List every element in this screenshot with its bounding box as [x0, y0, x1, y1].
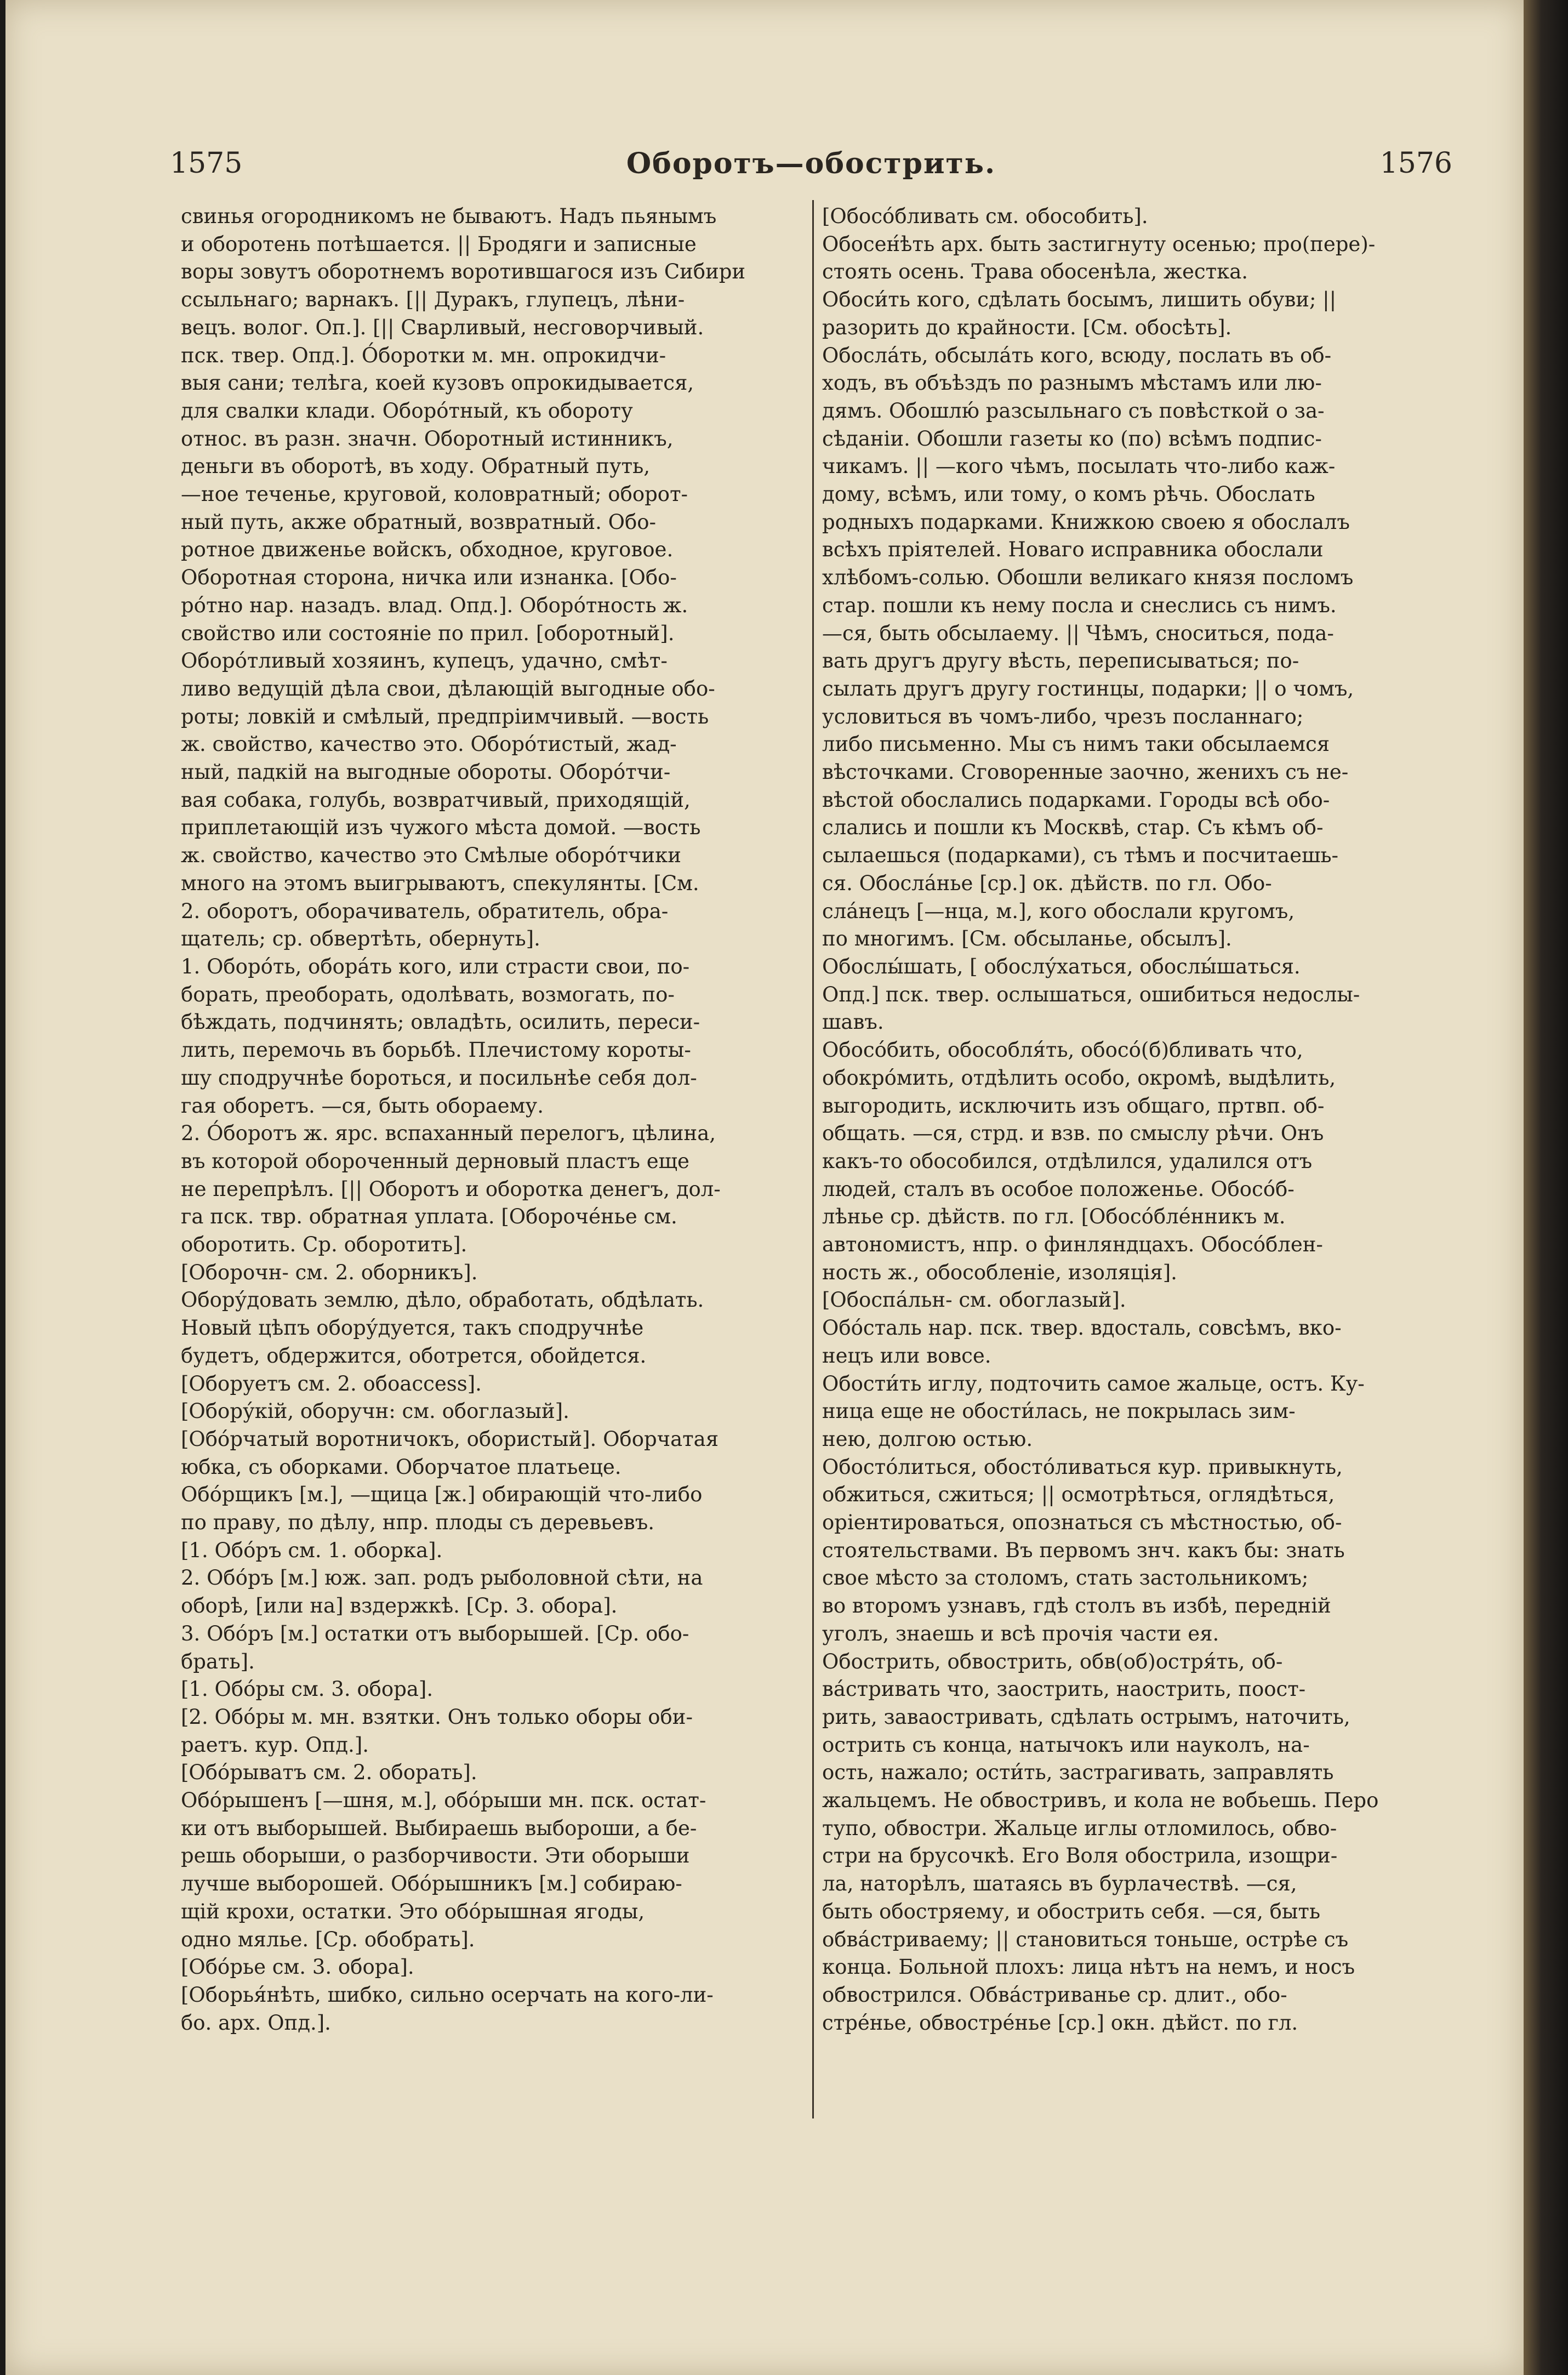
text-line: свинья огородникомъ не бываютъ. Надъ пьянымъ — [181, 204, 717, 228]
text-line: обокро́мить, отдѣлить особо, окромѣ, выдѣлить, — [822, 1066, 1336, 1090]
text-line: ность ж., обособленіе, изоляція]. — [822, 1260, 1177, 1284]
text-line: обва́стриваему; || становиться тоньше, острѣе съ — [822, 1927, 1349, 1951]
text-line: оборотить. Ср. оборотить]. — [181, 1233, 467, 1257]
text-line: сылаешься (подарками), съ тѣмъ и посчитаешь- — [822, 844, 1339, 868]
text-line: брать]. — [181, 1649, 255, 1673]
text-line: вѣсточками. Сговоренные заочно, женихъ съ не- — [822, 760, 1349, 784]
text-line: шу сподручнѣе бороться, и посильнѣе себя дол- — [181, 1066, 697, 1090]
text-line: родныхъ подарками. Книжкою своею я обослалъ — [822, 510, 1350, 534]
text-line: обжиться, сжиться; || осмотрѣться, оглядѣться, — [822, 1483, 1335, 1507]
text-line: Оборотная сторона, ничка или изнанка. [Обо- — [181, 566, 677, 590]
text-line: [Обо́рчатый воротничокъ, обористый]. Оборчатая — [181, 1427, 719, 1451]
text-line: стри на брусочкѣ. Его Воля обострила, изощри- — [822, 1844, 1338, 1868]
text-line: Оборо́тливый хозяинъ, купецъ, удачно, смѣт- — [181, 649, 668, 673]
text-line: щатель; ср. обвертѣть, обернуть]. — [181, 927, 540, 951]
text-line: обвострился. Обва́стриванье ср. длит., обо- — [822, 1983, 1287, 2007]
text-line: во второмъ узнавъ, гдѣ столъ въ избѣ, передній — [822, 1594, 1331, 1618]
text-line: бѣждать, подчинять; овладѣть, осилить, переси- — [181, 1010, 700, 1034]
text-line: автономистъ, нпр. о финляндцахъ. Обосо́блен- — [822, 1233, 1323, 1257]
text-line: пск. твер. Опд.]. О́боротки м. мн. опрокидчи- — [181, 343, 666, 367]
running-header — [170, 147, 1452, 191]
text-line: ливо ведущій дѣла свои, дѣлающій выгодные обо- — [181, 676, 715, 700]
text-line: 2. О́боротъ ж. ярс. вспаханный перелогъ, цѣлина, — [181, 1121, 716, 1146]
text-line: [1. Обо́ры см. 3. обора]. — [181, 1677, 434, 1701]
text-line: разорить до крайности. [См. обосѣть]. — [822, 315, 1232, 339]
text-line: чикамъ. || —кого чѣмъ, посылать что-либо каж- — [822, 454, 1336, 479]
text-line: относ. въ разн. значн. Оборотный истинникъ, — [181, 426, 674, 451]
text-line: [Оборуетъ см. 2. обоaccess]. — [181, 1371, 482, 1396]
text-line: шавъ. — [822, 1010, 884, 1034]
text-line: ж. свойство, качество это Смѣлые оборо́тчики — [181, 844, 681, 868]
text-line: [Оборья́нѣть, шибко, сильно осерчать на кого-ли- — [181, 1983, 714, 2007]
text-line: слались и пошли къ Москвѣ, стар. Съ кѣмъ об- — [822, 816, 1324, 840]
text-line: ся. Обосла́нье [ср.] ок. дѣйств. по гл. Обо- — [822, 871, 1272, 895]
text-line: Новый цѣпъ обору́дуется, такъ сподручнѣе — [181, 1316, 644, 1340]
text-line: вая собака, голубь, возвратчивый, приходящій, — [181, 788, 691, 812]
text-line: Обости́ть иглу, подточить самое жальце, остъ. Ку- — [822, 1371, 1365, 1396]
text-line: ва́стривать что, заострить, наострить, поост- — [822, 1677, 1306, 1701]
text-line: ный путь, акже обратный, возвратный. Обо- — [181, 510, 657, 534]
text-line: Опд.] пск. твер. ослышаться, ошибиться недослы- — [822, 982, 1360, 1006]
text-line: Обосо́бить, обособля́ть, обосо́(б)бливать что, — [822, 1038, 1303, 1062]
text-line: ный, падкій на выгодные обороты. Оборо́тчи- — [181, 760, 671, 784]
text-line: ки отъ выборышей. Выбираешь выбороши, а бе- — [181, 1816, 697, 1840]
text-line: Обосто́литься, обосто́ливаться кур. привыкнуть, — [822, 1455, 1343, 1479]
text-line: лучше выборошей. Обо́рышникъ [м.] собираю- — [181, 1872, 682, 1896]
column-divider — [812, 200, 814, 2118]
text-line: всѣхъ пріятелей. Новаго исправника обослали — [822, 538, 1324, 562]
text-line: лить, перемочь въ борьбѣ. Плечистому короты- — [181, 1038, 691, 1062]
text-line: Обострить, обвострить, обв(об)остря́ть, об- — [822, 1649, 1283, 1673]
text-line: стоятельствами. Въ первомъ знч. какъ бы: знать — [822, 1538, 1345, 1562]
text-line: вецъ. волог. Оп.]. [|| Сварливый, несговорчивый. — [181, 315, 704, 339]
text-line: выя сани; телѣга, коей кузовъ опрокидывается, — [181, 371, 694, 395]
text-line: быть обостряему, и обострить себя. —ся, быть — [822, 1899, 1320, 1923]
text-line: Обоси́ть кого, сдѣлать босымъ, лишить обуви; || — [822, 288, 1337, 312]
text-line: решь оборыши, о разборчивости. Эти оборыши — [181, 1844, 690, 1868]
text-line: сѣданіи. Обошли газеты ко (по) всѣмъ подпис- — [822, 426, 1322, 451]
text-line: Обосла́ть, обсыла́ть кого, всюду, послать въ об- — [822, 343, 1332, 367]
text-line: Обору́довать землю, дѣло, обработать, обдѣлать. — [181, 1288, 704, 1312]
text-line: какъ-то обособился, отдѣлился, удалился отъ — [822, 1149, 1313, 1173]
text-line: [Обору́кій, оборучн: см. обоглазый]. — [181, 1399, 569, 1423]
text-line: —ся, быть обсылаему. || Чѣмъ, сноситься, пода- — [822, 621, 1334, 645]
text-line: лѣнье ср. дѣйств. по гл. [Обосо́бле́нникъ м. — [822, 1205, 1286, 1229]
text-line: дямъ. Обошлю́ разсыльнаго съ повѣсткой о за- — [822, 398, 1325, 423]
text-line: борать, преоборать, одолѣвать, возмогать, по- — [181, 982, 675, 1006]
text-line: по праву, по дѣлу, нпр. плоды съ деревьевъ. — [181, 1511, 655, 1535]
text-line: одно мялье. [Ср. обобрать]. — [181, 1927, 475, 1951]
text-line: 3. Обо́ръ [м.] остатки отъ выборышей. [Ср. обо- — [181, 1621, 689, 1645]
text-line: условиться въ чомъ-либо, чрезъ посланнаго; — [822, 704, 1304, 728]
text-line: [Обосо́бливать см. обособить]. — [822, 204, 1148, 228]
text-line: ница еще не обости́лась, не покрылась зим- — [822, 1399, 1296, 1423]
text-line: людей, сталъ въ особое положенье. Обосо́б- — [822, 1177, 1295, 1201]
text-line: для свалки клади. Оборо́тный, къ обороту — [181, 398, 633, 423]
text-line: [1. Обо́ръ см. 1. оборка]. — [181, 1538, 443, 1562]
book-edge — [1524, 0, 1568, 2375]
text-line: много на этомъ выигрываютъ, спекулянты. [См. — [181, 871, 699, 895]
text-line: общать. —ся, стрд. и взв. по смыслу рѣчи. Онъ — [822, 1121, 1324, 1146]
text-line: хлѣбомъ-солью. Обошли великаго князя посломъ — [822, 566, 1354, 590]
text-line: свойство или состояніе по прил. [оборотный]. — [181, 621, 675, 645]
text-line: [2. Обо́ры м. мн. взятки. Онъ только оборы оби- — [181, 1705, 693, 1729]
page-number-left: 1575 — [170, 147, 243, 180]
text-line: выгородить, исключить изъ общаго, пртвп. об- — [822, 1093, 1325, 1118]
text-line: 2. Обо́ръ [м.] юж. зап. родъ рыболовной сѣти, на — [181, 1566, 703, 1590]
text-line: га пск. твр. обратная уплата. [Обороче́нье см. — [181, 1205, 677, 1229]
text-line: Обосен́ѣть арх. быть застигнуту осенью; про(пере)- — [822, 232, 1376, 256]
text-line: стоять осень. Трава обосенѣла, жестка. — [822, 260, 1248, 284]
left-column — [181, 203, 803, 2037]
text-line: [Обоспа́льн- см. обоглазый]. — [822, 1288, 1126, 1312]
text-line: [Оборочн- см. 2. оборникъ]. — [181, 1260, 478, 1284]
text-line: [Обо́рье см. 3. обора]. — [181, 1955, 414, 1979]
text-line: ла, наторѣлъ, шатаясь въ бурлачествѣ. —ся, — [822, 1872, 1297, 1896]
text-line: ро́тно нар. назадъ. влад. Опд.]. Оборо́тность ж. — [181, 593, 688, 617]
text-line: по многимъ. [См. обсыланье, обсылъ]. — [822, 927, 1232, 951]
text-line: тупо, обвостри. Жальце иглы отломилось, обво- — [822, 1816, 1337, 1840]
text-line: сла́нецъ [—нца, м.], кого обослали кругомъ, — [822, 899, 1295, 923]
text-line: роты; ловкій и смѣлый, предпріимчивый. —вость — [181, 704, 709, 728]
text-line: оборѣ, [или на] вздержкѣ. [Ср. 3. обора]. — [181, 1594, 618, 1618]
text-line: воры зовутъ оборотнемъ воротившагося изъ Сибири — [181, 260, 746, 284]
text-line: ротное движенье войскъ, обходное, круговое. — [181, 538, 674, 562]
text-line: и оборотень потѣшается. || Бродяги и записные — [181, 232, 697, 256]
text-line: вѣстой обослались подарками. Городы всѣ обо- — [822, 788, 1330, 812]
text-line: оріентироваться, опознаться съ мѣстностью, об- — [822, 1511, 1342, 1535]
text-line: ссыльнаго; варнакъ. [|| Дуракъ, глупецъ, лѣни- — [181, 288, 685, 312]
text-line: острить съ конца, натычокъ или науколъ, на- — [822, 1733, 1310, 1757]
text-line: конца. Больной плохъ: лица нѣтъ на немъ, и носъ — [822, 1955, 1355, 1979]
text-line: щій крохи, остатки. Это обо́рышная ягоды, — [181, 1899, 645, 1923]
text-line: деньги въ оборотѣ, въ ходу. Обратный путь, — [181, 454, 651, 479]
text-line: не перепрѣлъ. [|| Оборотъ и оборотка денегъ, дол- — [181, 1177, 721, 1201]
right-column — [822, 203, 1444, 2037]
text-line: приплетающій изъ чужого мѣста домой. —вость — [181, 816, 701, 840]
text-line: нецъ или вовсе. — [822, 1343, 991, 1368]
text-line: 2. оборотъ, оборачиватель, обратитель, обра- — [181, 899, 669, 923]
text-line: стар. пошли къ нему посла и снеслись съ нимъ. — [822, 593, 1337, 617]
text-line: Обо́рщикъ [м.], —щица [ж.] обирающій что-либо — [181, 1483, 703, 1507]
text-line: нею, долгою остью. — [822, 1427, 1033, 1451]
text-line: уголъ, знаешь и всѣ прочія части ея. — [822, 1621, 1219, 1645]
text-line: Обослы́шать, [ обослу́хаться, обослы́шаться. — [822, 954, 1301, 978]
text-line: бо. арх. Опд.]. — [181, 2011, 331, 2035]
text-line: Обо́рышенъ [—шня, м.], обо́рыши мн. пск. остат- — [181, 1789, 706, 1813]
running-title: Оборотъ—обострить. — [626, 147, 996, 180]
text-line: рить, заваостривать, сдѣлать острымъ, наточить, — [822, 1705, 1350, 1729]
text-line: будетъ, обдержится, оботрется, обойдется. — [181, 1343, 647, 1368]
text-line: свое мѣсто за столомъ, стать застольникомъ; — [822, 1566, 1309, 1590]
dictionary-page — [5, 0, 1524, 2375]
text-line: стре́нье, обвостре́нье [ср.] окн. дѣйст. по гл. — [822, 2011, 1298, 2035]
text-line: въ которой обороченный дерновый пластъ еще — [181, 1149, 689, 1173]
text-line: сылать другъ другу гостинцы, подарки; || о чомъ, — [822, 676, 1354, 700]
text-line: 1. Оборо́ть, обора́ть кого, или страсти свои, по- — [181, 954, 690, 978]
page-number-right: 1576 — [1379, 147, 1452, 180]
text-line: гая оборетъ. —ся, быть обораему. — [181, 1093, 544, 1118]
text-line: раетъ. кур. Опд.]. — [181, 1733, 369, 1757]
text-line: либо письменно. Мы съ нимъ таки обсылаемся — [822, 732, 1330, 756]
text-line: ость, нажало; ости́ть, застрагивать, заправлять — [822, 1761, 1334, 1785]
text-line: Обо́сталь нар. пск. твер. вдосталь, совсѣмъ, вко- — [822, 1316, 1342, 1340]
text-line: [Обо́рыватъ см. 2. оборать]. — [181, 1761, 477, 1785]
text-line: ходъ, въ объѣздъ по разнымъ мѣстамъ или лю- — [822, 371, 1322, 395]
text-line: дому, всѣмъ, или тому, о комъ рѣчь. Обослать — [822, 482, 1315, 506]
text-line: юбка, съ оборками. Оборчатое платьеце. — [181, 1455, 622, 1479]
text-line: ж. свойство, качество это. Оборо́тистый, жад- — [181, 732, 677, 756]
text-line: жальцемъ. Не обвостривъ, и кола не вобьешь. Перо — [822, 1789, 1379, 1813]
text-line: вать другъ другу вѣсть, переписываться; по- — [822, 649, 1299, 673]
text-line: —ное теченье, круговой, коловратный; оборот- — [181, 482, 688, 506]
